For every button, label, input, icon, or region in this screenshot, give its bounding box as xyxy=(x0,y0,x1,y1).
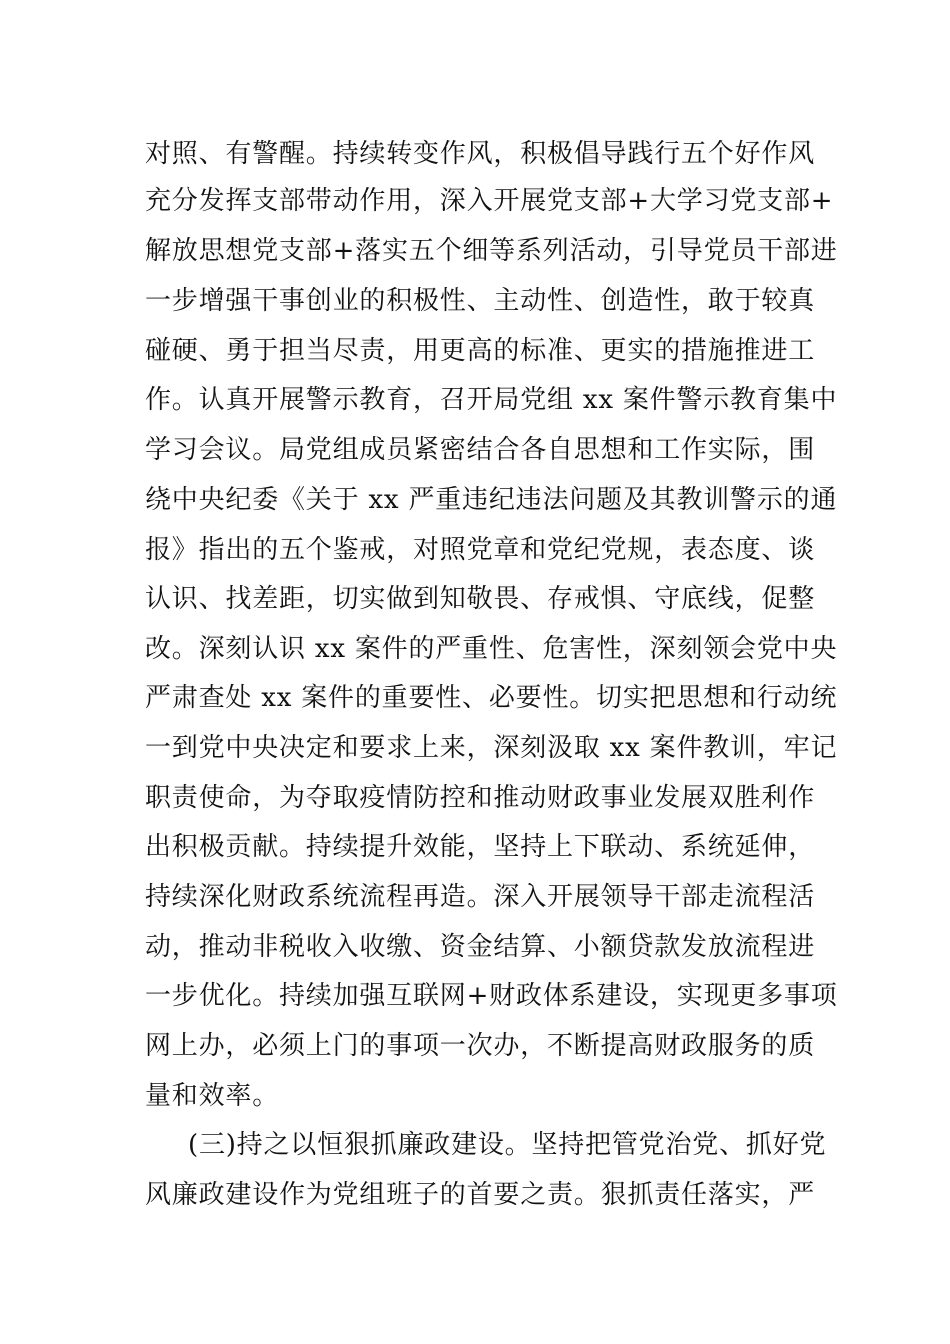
text-line-18: 一步优化。持续加强互联网+财政体系建设，实现更多事项 xyxy=(145,981,838,1011)
text-line-2: 充分发挥支部带动作用，深入开展党支部+大学习党支部+ xyxy=(145,186,834,216)
text-line-13: 一到党中央决定和要求上来，深刻汲取 xx 案件教训，牢记 xyxy=(145,733,838,763)
text-line-5: 碰硬、勇于担当尽责，用更高的标准、更实的措施推进工 xyxy=(145,336,816,366)
text-line-4: 一步增强干事创业的积极性、主动性、创造性，敢于较真 xyxy=(145,286,816,316)
text-line-15: 出积极贡献。持续提升效能，坚持上下联动、系统延伸， xyxy=(145,832,816,862)
text-line-11: 改。深刻认识 xx 案件的严重性、危害性，深刻领会党中央 xyxy=(145,634,838,664)
text-line-16: 持续深化财政系统流程再造。深入开展领导干部走流程活 xyxy=(145,882,816,912)
text-line-17: 动，推动非税收入收缴、资金结算、小额贷款发放流程进 xyxy=(145,932,816,962)
section-heading-line: (三)持之以恒狠抓廉政建设。坚持把管党治党、抓好党 xyxy=(188,1130,827,1160)
text-line-22: 风廉政建设作为党组班子的首要之责。狠抓责任落实，严 xyxy=(145,1180,816,1210)
text-line-12: 严肃查处 xx 案件的重要性、必要性。切实把思想和行动统 xyxy=(145,683,838,713)
text-line-20: 量和效率。 xyxy=(145,1081,280,1111)
text-line-6: 作。认真开展警示教育，召开局党组 xx 案件警示教育集中 xyxy=(145,385,838,415)
text-line-8: 绕中央纪委《关于 xx 严重违纪违法问题及其教训警示的通 xyxy=(145,485,838,515)
text-line-3: 解放思想党支部+落实五个细等系列活动，引导党员干部进 xyxy=(145,236,838,266)
text-line-7: 学习会议。局党组成员紧密结合各自思想和工作实际，围 xyxy=(145,435,816,465)
text-line-14: 职责使命，为夺取疫情防控和推动财政事业发展双胜利作 xyxy=(145,783,816,813)
text-line-1: 对照、有警醒。持续转变作风，积极倡导践行五个好作风 xyxy=(145,139,816,169)
text-line-10: 认识、找差距，切实做到知敬畏、存戒惧、守底线，促整 xyxy=(145,584,816,614)
text-line-19: 网上办，必须上门的事项一次办，不断提高财政服务的质 xyxy=(145,1031,816,1061)
text-line-9: 报》指出的五个鉴戒，对照党章和党纪党规，表态度、谈 xyxy=(145,535,816,565)
